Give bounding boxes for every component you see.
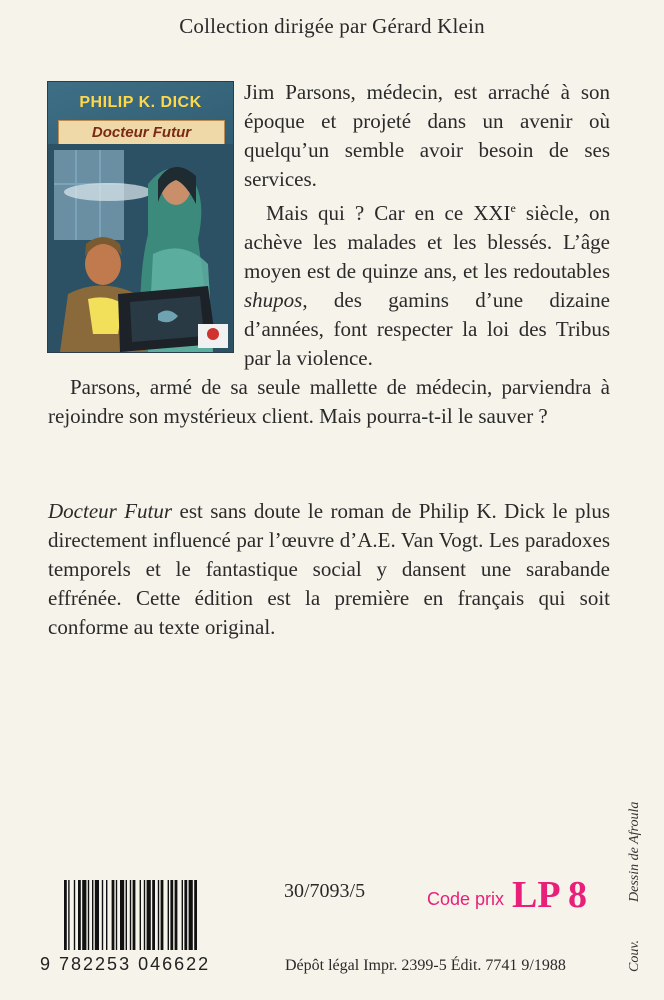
barcode-bar	[184, 880, 187, 950]
barcode-bar	[120, 880, 124, 950]
barcode-number: 9 782253 046622	[40, 954, 211, 974]
barcode-bar	[144, 880, 145, 950]
description	[48, 497, 610, 642]
barcode-bar	[106, 880, 107, 950]
barcode-bar	[182, 880, 183, 950]
description-title: Docteur Futur	[48, 499, 173, 523]
cover-credit-label: Couv.	[627, 939, 642, 972]
blurb-p2-middle: siècle, on achève les malades et les blessés. L’âge moyen est de quinze ans, et les redoutables	[244, 201, 610, 283]
barcode-bar	[68, 880, 69, 950]
barcode-bar	[158, 880, 159, 950]
barcode-bar	[74, 880, 75, 950]
barcode-bar	[82, 880, 86, 950]
barcode-bar	[140, 880, 141, 950]
cover-credit	[627, 802, 643, 972]
description-text: est sans doute le roman de Philip K. Dick le plus directement influencé par l’œuvre d’A.E. Van Vogt. Les paradoxes temporels et le fantastique social y dansent une sarabande effrénée. Cette édition est la première en français qui soit conforme au texte original.	[48, 499, 611, 639]
barcode-bars	[58, 880, 238, 958]
barcode-bar	[102, 880, 103, 950]
blurb-p2-start: Mais qui ? Car en ce XXI	[266, 201, 511, 225]
barcode-bar	[170, 880, 173, 950]
barcode-bar	[168, 880, 169, 950]
barcode-bar	[189, 880, 193, 950]
catalog-number: 30/7093/5	[284, 880, 366, 902]
blurb-paragraph-1: Jim Parsons, médecin, est arraché à son époque et projeté dans un avenir où quelqu’un semble avoir besoin de ses services.	[244, 80, 610, 191]
barcode-bar	[130, 880, 131, 950]
barcode-bar	[133, 880, 136, 950]
barcode-bar	[78, 880, 81, 950]
blurb	[48, 78, 610, 431]
blurb-p2-emphasis: shupos	[244, 288, 303, 312]
cover-author: PHILIP K. DICK	[79, 94, 202, 111]
barcode-bar	[64, 880, 67, 950]
barcode-bar	[152, 880, 155, 950]
barcode-bar	[112, 880, 115, 950]
description-paragraph	[48, 497, 610, 642]
barcode-bar	[92, 880, 93, 950]
cover-title: Docteur Futur	[91, 124, 192, 141]
barcode-bar	[95, 880, 99, 950]
cover-spacer	[48, 78, 244, 356]
blurb-p2-end: , des gamins d’une dizaine d’années, font respecter la loi des Tribus par la violence.	[244, 288, 610, 370]
barcode-bar	[194, 880, 197, 950]
barcode-bar	[116, 880, 117, 950]
price-code: LP 8	[512, 874, 587, 916]
barcode-bar	[88, 880, 89, 950]
blurb-p2-sup: e	[510, 201, 516, 215]
barcode-bar	[161, 880, 164, 950]
collection-header: Collection dirigée par Gérard Klein	[179, 14, 485, 38]
price-code-label: Code prix	[427, 889, 505, 909]
barcode-bar	[175, 880, 178, 950]
barcode	[40, 880, 238, 974]
barcode-bar	[147, 880, 151, 950]
barcode-bar	[126, 880, 127, 950]
legal-deposit: Dépôt légal Impr. 2399-5 Édit. 7741 9/1988	[285, 957, 566, 974]
cover-credit-artist: Dessin de Afroula	[627, 801, 642, 902]
blurb-paragraph-3: Parsons, armé de sa seule mallette de médecin, parviendra à rejoindre son mystérieux client. Mais pourra-t-il le sauver ?	[48, 375, 610, 428]
